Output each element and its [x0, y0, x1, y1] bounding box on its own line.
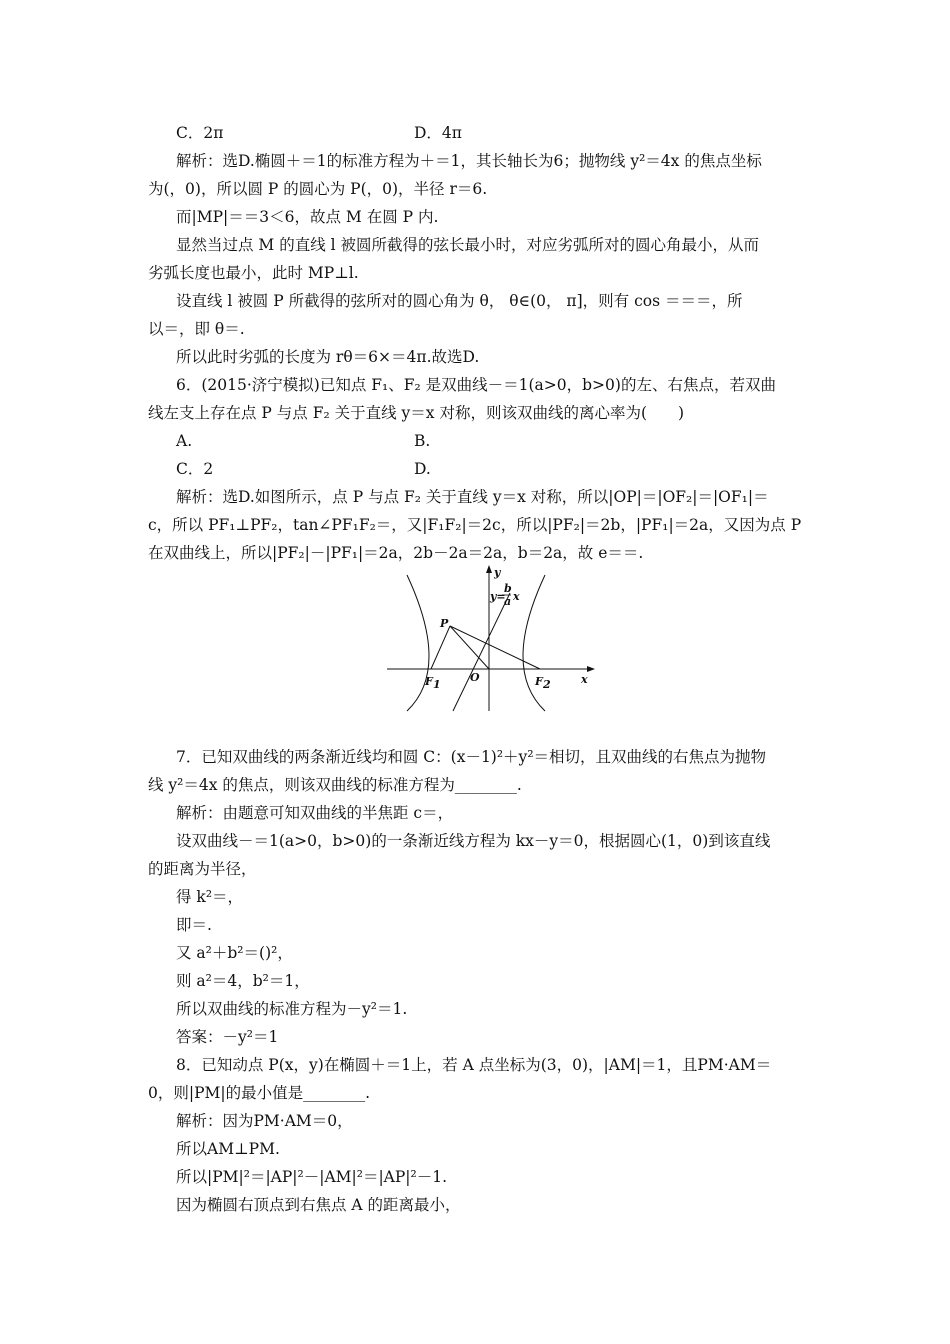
y-axis-arrow: [486, 565, 492, 573]
text-line: 为(，0)，所以圆 P 的圆心为 P(，0)，半径 r＝6.: [148, 180, 488, 198]
right-branch: [523, 575, 545, 711]
text-line: 所以AM⊥PM.: [176, 1140, 280, 1158]
left-branch: [407, 575, 429, 711]
text-line: 的距离为半径，: [148, 860, 257, 878]
hyperbola-diagram: [385, 563, 597, 713]
text-line: 线 y²＝4x 的焦点，则该双曲线的标准方程为________.: [148, 776, 522, 794]
text-line: 所以此时劣弧的长度为 rθ＝6×＝4π.故选D.: [176, 348, 480, 366]
text-line: 设双曲线－＝1(a>0，b>0)的一条渐近线方程为 kx－y＝0，根据圆心(1，0)到该直线: [176, 832, 771, 850]
option-right: B.: [414, 432, 431, 450]
text-line: 设直线 l 被圆 P 所截得的弦所对的圆心角为 θ， θ∈(0， π]，则有 cos ＝＝＝，所: [176, 292, 743, 310]
label-a: a: [504, 595, 512, 608]
label-P: P: [440, 617, 449, 630]
text-line: 解析：选D.椭圆＋＝1的标准方程为＋＝1，其长轴长为6；抛物线 y²＝4x 的焦点坐标: [176, 152, 762, 170]
option-right: D．4π: [414, 124, 462, 142]
text-line: 解析：因为PM·AM＝0，: [176, 1112, 353, 1130]
text-line: 以＝，即 θ＝.: [148, 320, 245, 338]
text-line: 因为椭圆右顶点到右焦点 A 的距离最小，: [176, 1196, 461, 1214]
text-line: 0，则|PM|的最小值是________.: [148, 1084, 371, 1102]
label-asymptote: y=: [490, 590, 506, 603]
text-line: C．2π: [176, 124, 224, 142]
text-line: 所以双曲线的标准方程为－y²＝1.: [176, 1000, 408, 1018]
text-line: 劣弧长度也最小，此时 MP⊥l.: [148, 264, 359, 282]
label-F1-sub: 1: [433, 678, 441, 691]
label-F2-sub: 2: [543, 678, 551, 691]
segment-PF2: [450, 626, 540, 669]
hyperbola-figure: [385, 563, 597, 713]
label-y: y: [494, 566, 501, 579]
text-line: 显然当过点 M 的直线 l 被圆所截得的弦长最小时，对应劣弧所对的圆心角最小，从而: [176, 236, 760, 254]
text-line: 所以|PM|²＝|AP|²－|AM|²＝|AP|²－1.: [176, 1168, 448, 1186]
text-line: 即＝.: [176, 916, 212, 934]
text-line: 而|MP|＝＝3＜6，故点 M 在圆 P 内.: [176, 208, 439, 226]
option-right: D.: [414, 460, 431, 478]
label-b: b: [504, 582, 512, 595]
text-line: 在双曲线上，所以|PF₂|－|PF₁|＝2a，2b－2a＝2a，b＝2a，故 e＝＝.: [148, 544, 644, 562]
text-line: c，所以 PF₁⊥PF₂，tan∠PF₁F₂＝，又|F₁F₂|＝2c，所以|PF₂|＝2b，|PF₁|＝2a，又因为点 P: [148, 516, 802, 534]
text-line: 6．(2015·济宁模拟)已知点 F₁、F₂ 是双曲线－＝1(a>0，b>0)的左、右焦点，若双曲: [176, 376, 776, 394]
label-F1: F: [425, 675, 433, 688]
text-line: 得 k²＝，: [176, 888, 244, 906]
text-line: 线左支上存在点 P 与点 F₂ 关于直线 y＝x 对称，则该双曲线的离心率为( ): [148, 404, 685, 422]
text-line: 解析：由题意可知双曲线的半焦距 c＝，: [176, 804, 454, 822]
segment-PF1: [431, 626, 450, 669]
text-line: 8．已知动点 P(x，y)在椭圆＋＝1上，若 A 点坐标为(3，0)，|AM|＝1，且PM·AM＝: [176, 1056, 772, 1074]
text-line: 则 a²＝4，b²＝1，: [176, 972, 310, 990]
text-line: 解析：选D.如图所示，点 P 与点 F₂ 关于直线 y＝x 对称，所以|OP|＝|OF₂|＝|OF₁|＝: [176, 488, 769, 506]
label-O: O: [470, 671, 480, 684]
x-axis-arrow: [587, 666, 595, 672]
text-line: 答案：－y²＝1: [176, 1028, 279, 1046]
asymptote-line: [453, 593, 510, 711]
text-line: A.: [176, 432, 193, 450]
label-F2: F: [535, 675, 543, 688]
text-line: C．2: [176, 460, 214, 478]
label-asymptote-x: x: [513, 590, 520, 603]
text-line: 又 a²＋b²＝()²，: [176, 944, 293, 962]
text-line: 7．已知双曲线的两条渐近线均和圆 C：(x－1)²＋y²＝相切，且双曲线的右焦点为抛物: [176, 748, 767, 766]
label-x: x: [581, 673, 588, 686]
